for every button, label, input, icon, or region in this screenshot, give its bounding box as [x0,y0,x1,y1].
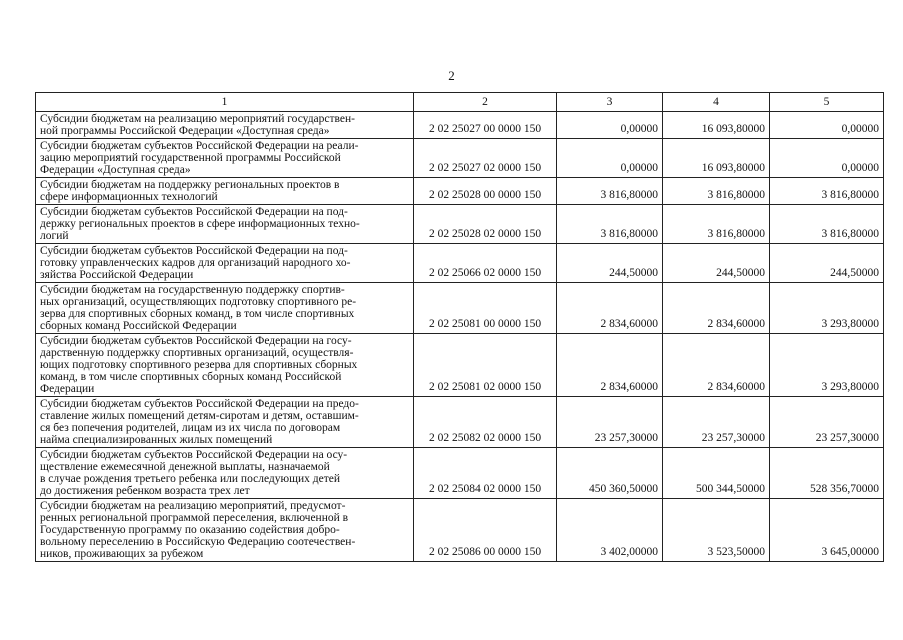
description-line: Субсидии бюджетам на поддержку региональных проектов в [40,179,340,191]
column-header: 3 [557,93,663,112]
value-col-4: 244,50000 [663,244,770,283]
description-line: ников, проживающих за рубежом [40,548,204,560]
description-line: Субсидии бюджетам на государственную поддержку спортив- [40,284,345,296]
value-col-3: 244,50000 [557,244,663,283]
description-line: логий [40,230,69,242]
table-header-row [36,93,884,112]
table-row [36,205,884,244]
value-col-4: 16 093,80000 [663,112,770,139]
description-line: в случае рождения третьего ребенка или последующих детей [40,473,340,485]
description-line: держку региональных проектов в сфере информационных техно- [40,218,360,230]
column-header: 1 [36,93,414,112]
row-description [36,397,414,448]
description-line: Субсидии бюджетам субъектов Российской Федерации на реали- [40,140,359,152]
table-row [36,112,884,139]
column-header: 4 [663,93,770,112]
value-col-5: 0,00000 [770,139,884,178]
value-col-4: 3 816,80000 [663,178,770,205]
row-description [36,448,414,499]
row-description [36,334,414,397]
description-line: Субсидии бюджетам субъектов Российской Федерации на госу- [40,335,352,347]
value-col-4: 3 816,80000 [663,205,770,244]
description-line: ных организаций, осуществляющих подготовку спортивного ре- [40,296,357,308]
value-col-3: 2 834,60000 [557,334,663,397]
table-row [36,397,884,448]
value-col-3: 450 360,50000 [557,448,663,499]
table-row [36,244,884,283]
description-line: ной программы Российской Федерации «Доступная среда» [40,125,330,137]
table-row [36,499,884,562]
row-description [36,178,414,205]
table-row [36,178,884,205]
budget-code: 2 02 25027 02 0000 150 [414,139,557,178]
description-line: ставление жилых помещений детям-сиротам и детям, оставшим- [40,410,359,422]
column-header: 2 [414,93,557,112]
value-col-4: 500 344,50000 [663,448,770,499]
description-line: Субсидии бюджетам на реализацию мероприятий государствен- [40,113,355,125]
description-line: Субсидии бюджетам субъектов Российской Федерации на под- [40,206,348,218]
budget-code: 2 02 25081 00 0000 150 [414,283,557,334]
page-number: 2 [448,68,455,83]
value-col-3: 3 402,00000 [557,499,663,562]
value-col-4: 23 257,30000 [663,397,770,448]
value-col-5: 23 257,30000 [770,397,884,448]
description-line: Субсидии бюджетам субъектов Российской Федерации на предо- [40,398,359,410]
value-col-4: 2 834,60000 [663,283,770,334]
value-col-5: 0,00000 [770,112,884,139]
description-line: ществление ежемесячной денежной выплаты, назначаемой [40,461,330,473]
value-col-5: 3 645,00000 [770,499,884,562]
value-col-5: 528 356,70000 [770,448,884,499]
table-row [36,334,884,397]
row-description [36,283,414,334]
budget-code: 2 02 25066 02 0000 150 [414,244,557,283]
value-col-3: 0,00000 [557,139,663,178]
description-line: Субсидии бюджетам на реализацию мероприятий, предусмот- [40,500,346,512]
value-col-3: 3 816,80000 [557,205,663,244]
value-col-4: 3 523,50000 [663,499,770,562]
description-line: зацию мероприятий государственной программы Российской [40,152,341,164]
description-line: ренных региональной программой переселения, включенной в [40,512,349,524]
description-line: найма специализированных жилых помещений [40,434,273,446]
description-line: Федерации «Доступная среда» [40,164,191,176]
description-line: готовку управленческих кадров для организаций народного хо- [40,257,351,269]
budget-code: 2 02 25086 00 0000 150 [414,499,557,562]
value-col-5: 3 293,80000 [770,334,884,397]
table-row [36,283,884,334]
row-description [36,499,414,562]
value-col-3: 0,00000 [557,112,663,139]
budget-table [35,92,884,562]
description-line: Субсидии бюджетам субъектов Российской Федерации на под- [40,245,348,257]
description-line: дарственную поддержку спортивных организаций, осуществля- [40,347,354,359]
description-line: вольному переселению в Российскую Федерацию соотечествен- [40,536,356,548]
budget-code: 2 02 25084 02 0000 150 [414,448,557,499]
value-col-3: 2 834,60000 [557,283,663,334]
row-description [36,139,414,178]
description-line: ся без попечения родителей, лицам из их числа по договорам [40,422,341,434]
table-row [36,448,884,499]
value-col-4: 16 093,80000 [663,139,770,178]
budget-code: 2 02 25028 00 0000 150 [414,178,557,205]
budget-code: 2 02 25028 02 0000 150 [414,205,557,244]
table-row [36,139,884,178]
value-col-4: 2 834,60000 [663,334,770,397]
description-line: Субсидии бюджетам субъектов Российской Федерации на осу- [40,449,348,461]
column-header: 5 [770,93,884,112]
description-line: сборных команд Российской Федерации [40,320,237,332]
description-line: зяйства Российской Федерации [40,269,194,281]
value-col-5: 244,50000 [770,244,884,283]
description-line: сфере информационных технологий [40,191,218,203]
value-col-5: 3 816,80000 [770,205,884,244]
description-line: Государственную программу по оказанию содействия добро- [40,524,340,536]
description-line: ющих подготовку спортивного резерва для спортивных сборных [40,359,358,371]
budget-code: 2 02 25081 02 0000 150 [414,334,557,397]
budget-code: 2 02 25082 02 0000 150 [414,397,557,448]
description-line: до достижения ребенком возраста трех лет [40,485,250,497]
value-col-5: 3 293,80000 [770,283,884,334]
row-description [36,205,414,244]
budget-code: 2 02 25027 00 0000 150 [414,112,557,139]
description-line: зерва для спортивных сборных команд, в том числе спортивных [40,308,355,320]
value-col-3: 3 816,80000 [557,178,663,205]
row-description [36,112,414,139]
description-line: команд, в том числе спортивных сборных команд Российской [40,371,342,383]
row-description [36,244,414,283]
description-line: Федерации [40,383,95,395]
value-col-3: 23 257,30000 [557,397,663,448]
value-col-5: 3 816,80000 [770,178,884,205]
